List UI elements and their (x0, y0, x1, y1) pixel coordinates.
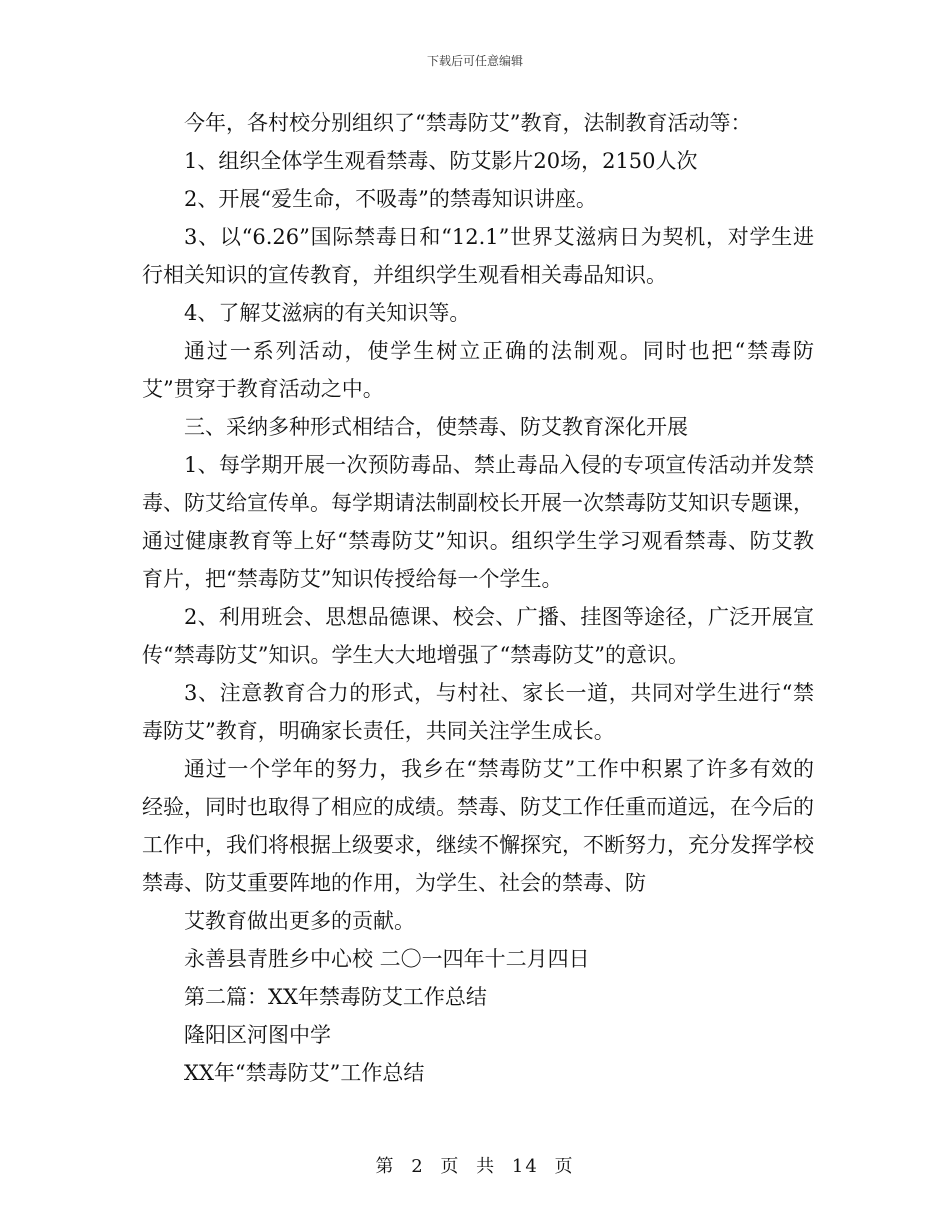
paragraph-conclusion: 通过一个学年的努力，我乡在“禁毒防艾”工作中积累了许多有效的经验，同时也取得了相应的成绩。禁毒、防艾工作任重而道远，在今后的工作中，我们将根据上级要求，继续不懈探究，不断努力，充分发挥学校禁毒、防艾重要阵地的作用，为学生、社会的禁毒、防 (142, 757, 814, 895)
paragraph-item-1: 1、组织全体学生观看禁毒、防艾影片20场，2150人次 (184, 149, 698, 173)
total-pages-number: 14 (511, 1156, 539, 1177)
signature-line: 永善县青胜乡中心校 二〇一四年十二月四日 (184, 947, 590, 971)
paragraph-section3-item-3: 3、注意教育合力的形式，与村社、家长一道，共同对学生进行“禁毒防艾”教育，明确家长责任，共同关注学生成长。 (142, 681, 814, 743)
paragraph-section3-item-1: 1、每学期开展一次预防毒品、禁止毒品入侵的专项宣传活动并发禁毒、防艾给宣传单。每学期请法制副校长开展一次禁毒防艾知识专题课，通过健康教育等上好“禁毒防艾”知识。组织学生学习观看禁毒、防艾教育片，把“禁毒防艾”知识传授给每一个学生。 (142, 453, 814, 591)
paragraph-summary-1: 通过一系列活动，使学生树立正确的法制观。同时也把“禁毒防艾”贯穿于教育活动之中。 (142, 339, 814, 401)
paragraph-section3-item-2: 2、利用班会、思想品德课、校会、广播、挂图等途径，广泛开展宣传“禁毒防艾”知识。学生大大地增强了“禁毒防艾”的意识。 (142, 605, 814, 667)
paragraph-item-4: 4、了解艾滋病的有关知识等。 (184, 301, 471, 325)
document-body (142, 104, 814, 1092)
page-label-mid1: 页 (440, 1156, 461, 1177)
page-header-note: 下载后可任意编辑 (426, 54, 523, 68)
paragraph-item-3: 3、以“6.26”国际禁毒日和“12.1”世界艾滋病日为契机，对学生进行相关知识的宣传教育，并组织学生观看相关毒品知识。 (142, 225, 814, 287)
page-label-mid2: 共 (476, 1156, 497, 1177)
school-name: 隆阳区河图中学 (184, 1023, 331, 1047)
current-page-number: 2 (411, 1156, 425, 1177)
paragraph-intro: 今年，各村校分别组织了“禁毒防艾”教育，法制教育活动等： (184, 111, 752, 135)
page-label-prefix: 第 (375, 1156, 396, 1177)
second-article-subtitle: XX年“禁毒防艾”工作总结 (184, 1061, 425, 1085)
page-label-suffix: 页 (554, 1156, 575, 1177)
paragraph-item-2: 2、开展“爱生命，不吸毒”的禁毒知识讲座。 (184, 187, 597, 211)
page-footer (0, 1152, 950, 1178)
section-heading-3: 三、采纳多种形式相结合，使禁毒、防艾教育深化开展 (184, 415, 688, 439)
conclusion-continuation: 艾教育做出更多的贡献。 (184, 909, 415, 933)
second-article-title: 第二篇：XX年禁毒防艾工作总结 (184, 985, 487, 1009)
